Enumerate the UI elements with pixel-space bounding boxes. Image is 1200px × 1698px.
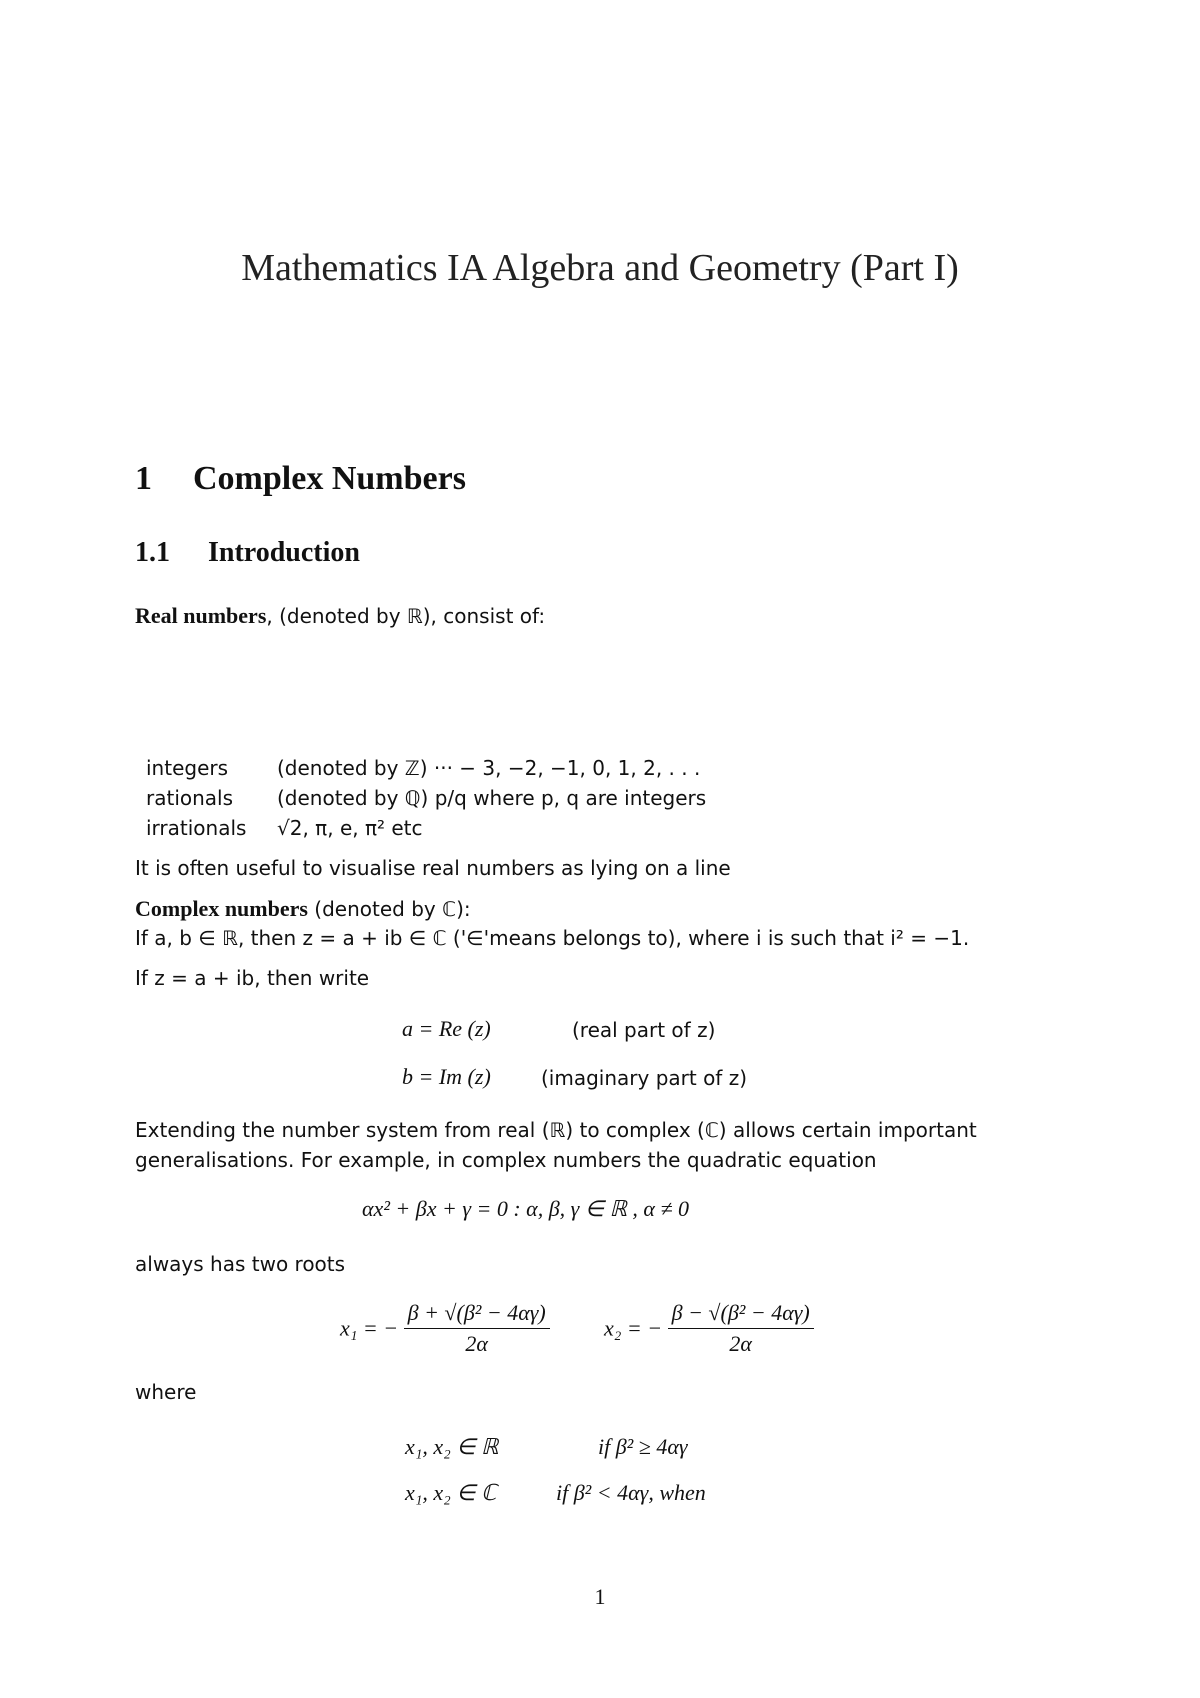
complex-numbers-term: Complex numbers (135, 896, 308, 921)
line-note: It is often useful to visualise real numbers as lying on a line (135, 856, 731, 880)
roots-intro: always has two roots (135, 1252, 346, 1276)
root-2-lhs: x₂ = − (604, 1315, 663, 1341)
case-2-lhs: x₁, x₂ ∈ ℂ (405, 1480, 497, 1505)
section-heading (135, 460, 466, 498)
root-1-numerator: β + √(β² − 4αγ) (404, 1300, 550, 1329)
real-part-equation: a = Re (z) (402, 1016, 491, 1041)
root-2-denominator: 2α (729, 1331, 752, 1356)
root-1-fraction (404, 1300, 550, 1357)
number-type-desc: (denoted by ℤ) ··· − 3, −2, −1, 0, 1, 2, . . . (277, 756, 701, 780)
where-label: where (135, 1380, 197, 1404)
root-1-formula (340, 1300, 550, 1357)
number-type-name: integers (146, 756, 229, 780)
real-numbers-rest: , (denoted by ℝ), consist of: (266, 604, 546, 628)
page-title: Mathematics IA Algebra and Geometry (Part I) (241, 247, 959, 289)
real-numbers-intro (135, 603, 545, 629)
paragraph-line: generalisations. For example, in complex numbers the quadratic equation (135, 1148, 877, 1172)
number-type-name: rationals (146, 786, 234, 810)
subsection-title: Introduction (208, 537, 360, 568)
root-2-numerator: β − √(β² − 4αγ) (668, 1300, 814, 1329)
number-type-name: irrationals (146, 816, 247, 840)
number-type-desc: √2, π, e, π² etc (277, 816, 423, 840)
number-type-desc: (denoted by ℚ) p/q where p, q are integers (277, 786, 707, 810)
write-line: If z = a + ib, then write (135, 966, 370, 990)
root-2-fraction (668, 1300, 814, 1357)
real-numbers-term: Real numbers (135, 603, 267, 628)
real-part-note: (real part of z) (572, 1018, 716, 1042)
root-1-lhs: x₁ = − (340, 1315, 399, 1341)
page-number: 1 (594, 1584, 606, 1609)
case-2-condition: if β² < 4αγ, when (556, 1480, 706, 1505)
imaginary-part-note: (imaginary part of z) (541, 1066, 748, 1090)
root-2-formula (604, 1300, 814, 1357)
subsection-number: 1.1 (135, 537, 170, 568)
case-1-condition: if β² ≥ 4αγ (598, 1434, 688, 1459)
complex-numbers-intro (135, 896, 471, 922)
complex-numbers-rest: (denoted by ℂ): (307, 897, 471, 921)
section-title: Complex Numbers (193, 460, 466, 497)
subsection-heading (135, 537, 360, 569)
section-number: 1 (135, 460, 152, 497)
case-1-lhs: x₁, x₂ ∈ ℝ (405, 1434, 499, 1459)
imaginary-part-equation: b = Im (z) (402, 1064, 491, 1089)
complex-definition: If a, b ∈ ℝ, then z = a + ib ∈ ℂ ('∈'means belongs to), where i is such that i² = −1. (135, 926, 970, 950)
quadratic-equation: αx² + βx + γ = 0 : α, β, γ ∈ ℝ , α ≠ 0 (362, 1196, 690, 1221)
root-1-denominator: 2α (465, 1331, 488, 1356)
paragraph-line: Extending the number system from real (ℝ) to complex (ℂ) allows certain important (135, 1118, 977, 1142)
